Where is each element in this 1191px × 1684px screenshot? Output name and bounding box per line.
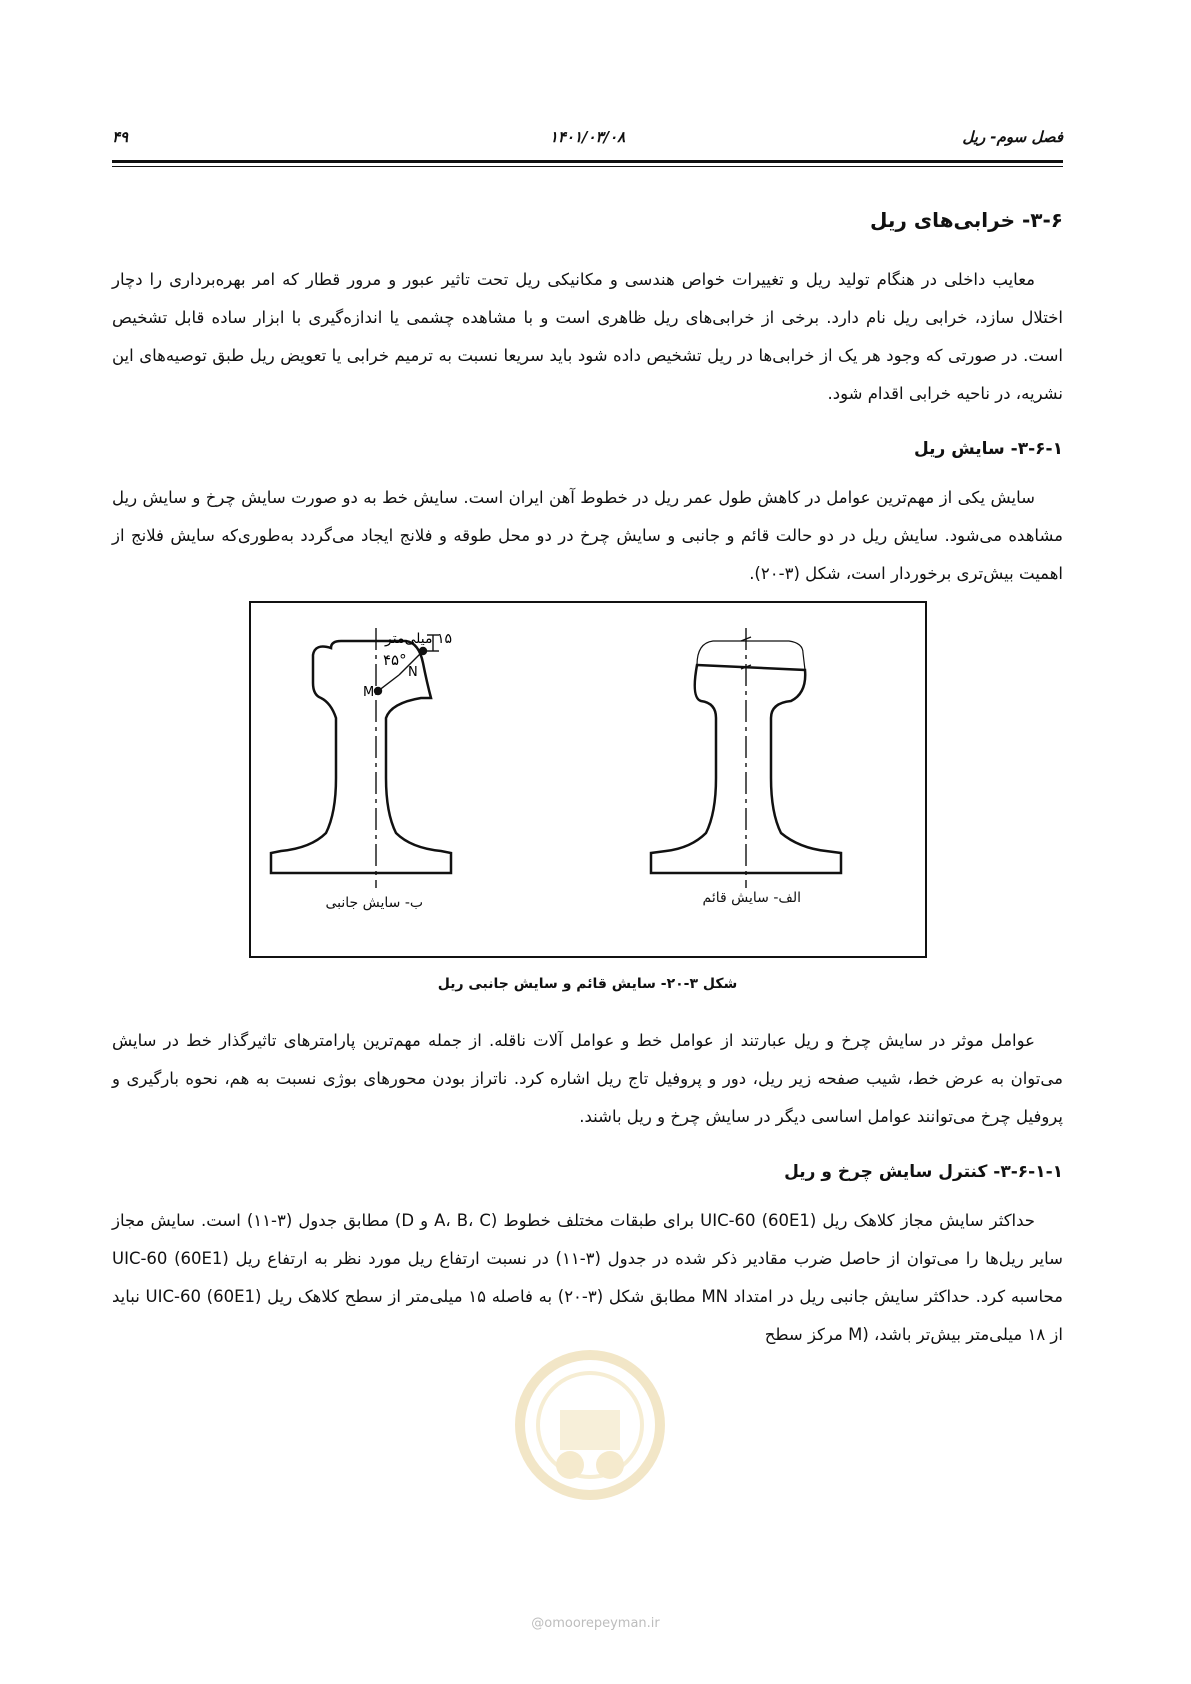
dimension-label: ۱۵ میلی‌متر [384, 631, 452, 647]
section-paragraph: معایب داخلی در هنگام تولید ریل و تغییرات خواص هندسی و مکانیکی ریل تحت تاثیر عبور و مرور قطار که امر بهره‌برداری را دچار اختلال سازد، خرابی ریل نام دارد. برخی از خرابی‌های ریل ظاهری است و با مشاهده چشمی یا اندازه‌گیری با ابزار ساده قابل تشخیص است. در صورتی که وجود هر یک از خرابی‌ها در ریل تشخیص داده شود باید سریعا نسبت به ترمیم خرابی یا تعویض ریل طبق توصیه‌های این نشریه، در ناحیه خرابی اقدام شود. [112, 270, 1063, 403]
page-header [112, 128, 1063, 152]
rail-vertical-wear [651, 665, 841, 873]
page-content [112, 205, 1063, 1376]
point-m-label: M [362, 685, 374, 700]
label-lateral-wear: ب- سایش جانبی [325, 895, 424, 911]
header-rule-thin [112, 166, 1063, 167]
factors-paragraph: عوامل موثر در سایش چرخ و ریل عبارتند از عوامل خط و عوامل آلات ناقله. از جمله مهم‌ترین پارامترهای تاثیرگذار خط در سایش می‌توان به عرض خط، شیب صفحه زیر ریل، دور و پروفیل تاج ریل اشاره کرد. ناتراز بودن محورهای بوژی نسبت به هم، نحوه بارگیری و پروفیل چرخ می‌توانند عوامل اساسی دیگر در سایش چرخ و ریل باشند. [112, 1031, 1063, 1126]
watermark-url: @omoorepeyman.ir [531, 1616, 660, 1631]
subsection-title: ۳-۶-۱- سایش ریل [913, 439, 1063, 459]
header-date: ۱۴۰۱/۰۳/۰۸ [549, 128, 626, 146]
chapter-title: فصل سوم- ریل [962, 128, 1063, 146]
subsubsection-paragraph: حداکثر سایش مجاز کلاهک ریل UIC-60 (60E1) برای طبقات مختلف خطوط (A، B، C و D) مطابق جدول (۳-۱۱) است. سایش مجاز سایر ریل‌ها را می‌توان از حاصل ضرب مقادیر ذکر شده در جدول (۳-۱۱) در نسبت ارتفاع ریل مورد نظر به ارتفاع ریل UIC-60 (60E1) محاسبه کرد. حداکثر سایش جانبی ریل در امتداد MN مطابق شکل (۳-۲۰) به فاصله ۱۵ میلی‌متر از سطح کلاهک ریل UIC-60 (60E1) نباید از ۱۸ میلی‌متر بیش‌تر باشد، (M مرکز سطح [112, 1211, 1063, 1344]
publisher-logo-watermark [510, 1340, 670, 1510]
header-rule-thick [112, 160, 1063, 163]
subsection-paragraph: سایش یکی از مهم‌ترین عوامل در کاهش طول عمر ریل در خطوط آهن ایران است. سایش خط به دو صورت سایش چرخ و سایش ریل مشاهده می‌شود. سایش ریل در دو حالت قائم و جانبی و سایش چرخ در دو محل طوقه و فلانج ایجاد می‌گردد به‌طوری‌که سایش فلانج از اهمیت بیش‌تری برخوردار است، شکل (۳-۲۰). [112, 488, 1063, 583]
rail-lateral-wear [271, 641, 451, 873]
rail-wear-figure [249, 601, 927, 958]
section-title: ۳-۶- خرابی‌های ریل [870, 208, 1063, 232]
subsubsection-title: ۳-۶-۱-۱- کنترل سایش چرخ و ریل [784, 1162, 1063, 1182]
page-number: ۴۹ [112, 128, 129, 146]
label-vertical-wear: الف- سایش قائم [702, 890, 802, 906]
figure-caption: شکل ۳-۲۰- سایش قائم و سایش جانبی ریل [437, 976, 738, 992]
point-n-label: N [407, 665, 418, 680]
angle-label: ۴۵° [382, 651, 407, 669]
